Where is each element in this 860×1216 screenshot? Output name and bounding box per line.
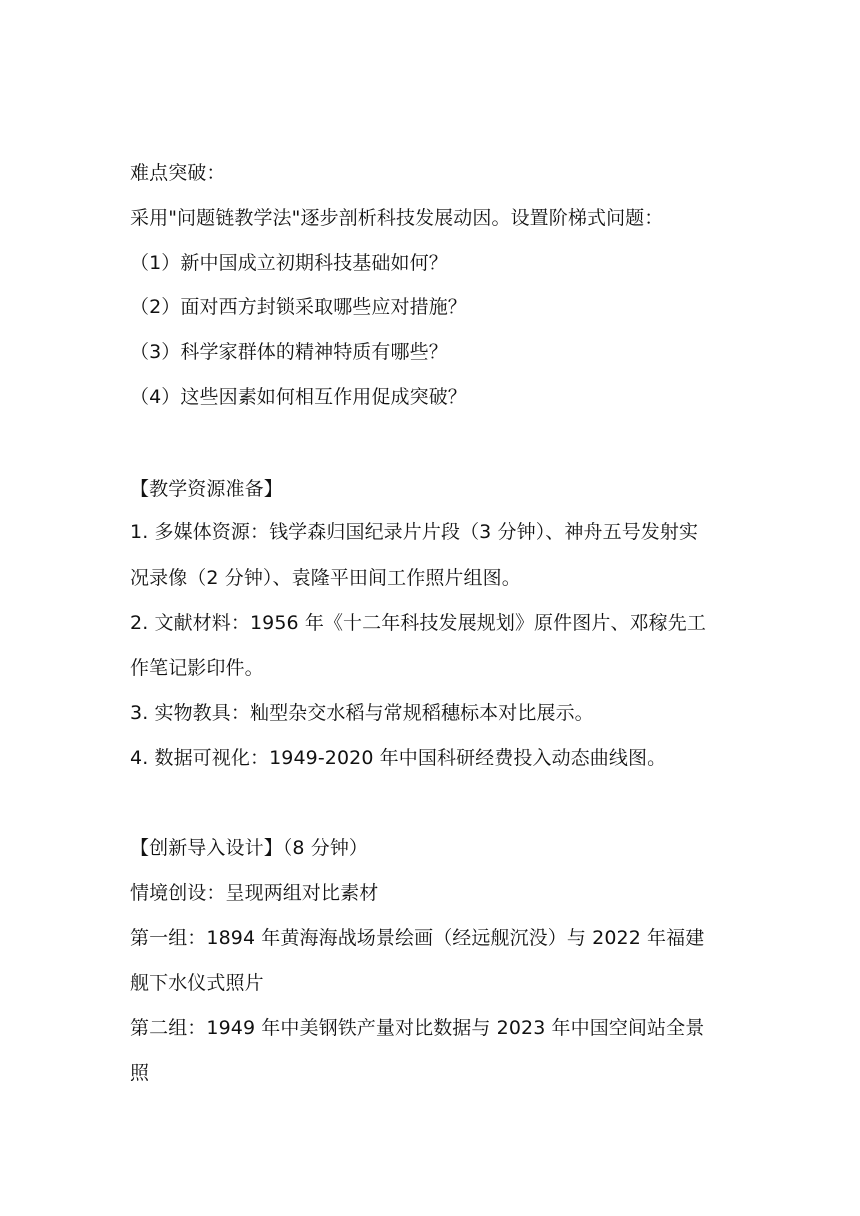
resource-item-continuation: 况录像（2 分钟）、袁隆平田间工作照片组图。: [130, 567, 521, 589]
section-heading-resources: 【教学资源准备】: [130, 478, 283, 500]
question-item: （3）科学家群体的精神特质有哪些？: [130, 341, 448, 363]
comparison-group-continuation: 舰下水仪式照片: [130, 972, 264, 994]
resource-item: 1. 多媒体资源：钱学森归国纪录片片段（3 分钟）、神舟五号发射实: [130, 521, 699, 543]
resource-item-continuation: 作笔记影印件。: [130, 657, 264, 679]
resource-item: 4. 数据可视化：1949-2020 年中国科研经费投入动态曲线图。: [130, 747, 667, 769]
comparison-group: 第一组：1894 年黄海海战场景绘画（经远舰沉没）与 2022 年福建: [130, 927, 705, 949]
section-heading-difficulty: 难点突破：: [130, 162, 226, 184]
question-item: （4）这些因素如何相互作用促成突破？: [130, 386, 467, 408]
resource-item: 3. 实物教具：籼型杂交水稻与常规稻穗标本对比展示。: [130, 702, 594, 724]
section-heading-intro-design: 【创新导入设计】（8 分钟）: [130, 837, 369, 859]
scenario-text: 情境创设：呈现两组对比素材: [130, 882, 379, 904]
comparison-group-continuation: 照: [130, 1062, 150, 1084]
question-item: （2）面对西方封锁采取哪些应对措施？: [130, 296, 467, 318]
question-item: （1）新中国成立初期科技基础如何？: [130, 252, 448, 274]
comparison-group: 第二组：1949 年中美钢铁产量对比数据与 2023 年中国空间站全景: [130, 1017, 705, 1039]
difficulty-intro: 采用"问题链教学法"逐步剖析科技发展动因。设置阶梯式问题：: [130, 207, 664, 229]
resource-item: 2. 文献材料：1956 年《十二年科技发展规划》原件图片、邓稼先工: [130, 612, 706, 634]
